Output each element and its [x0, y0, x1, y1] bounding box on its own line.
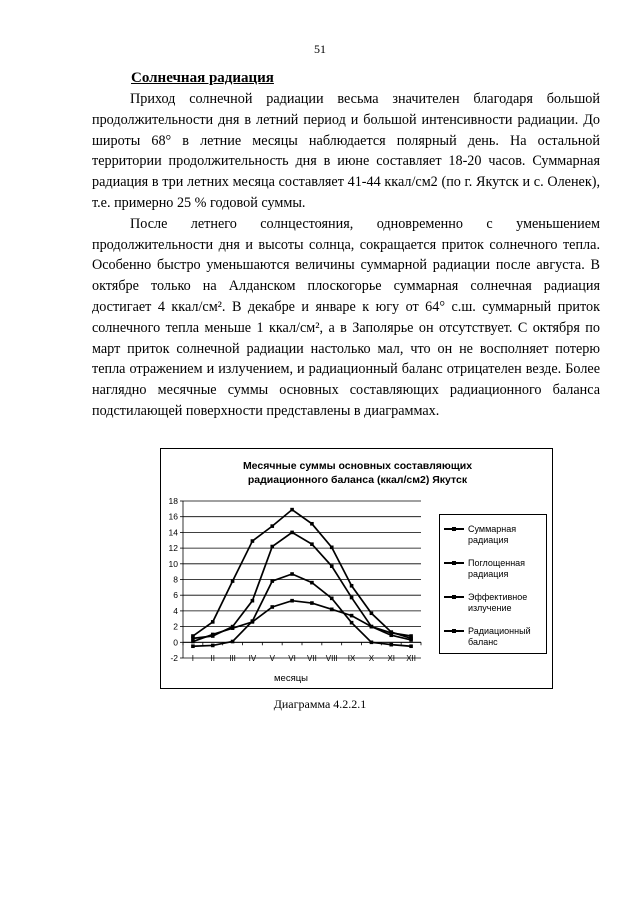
- legend-item: [468, 592, 546, 614]
- series-line: [193, 601, 411, 642]
- y-tick-label: 16: [168, 511, 178, 522]
- paragraph: Приход солнечной радиации весьма значителен благодаря большой продолжительности дня в летний период и большой интенсивности радиации. До широты 68° в летние месяцы наблюдается полярный день. На остальной территории продолжительность дня в июне составляет 18-20 часов. Суммарная радиация в три летних месяца составляет 41-44 ккал/см2 (по г. Якутск и с. Оленек), т.е. примерно 25 % годовой суммы.: [92, 91, 600, 211]
- y-tick-label: 12: [168, 543, 178, 554]
- legend-label: Суммарная радиация: [468, 524, 517, 545]
- data-point: [211, 620, 215, 624]
- data-point: [409, 644, 413, 648]
- data-point: [231, 579, 235, 583]
- legend-item: [468, 626, 546, 648]
- series-line: [193, 574, 411, 646]
- legend-item: [468, 558, 546, 580]
- data-point: [290, 508, 294, 512]
- data-point: [251, 599, 255, 603]
- data-point: [191, 644, 195, 648]
- data-point: [231, 626, 235, 630]
- data-point: [270, 579, 274, 583]
- y-tick-label: -2: [170, 653, 178, 663]
- legend-label: Поглощенная радиация: [468, 558, 526, 579]
- data-point: [310, 581, 314, 585]
- x-tick-label: XII: [406, 654, 416, 663]
- data-point: [191, 640, 195, 644]
- legend-label: Радиационный баланс: [468, 626, 531, 647]
- legend-swatch: [444, 562, 464, 564]
- series-line: [193, 510, 411, 639]
- y-tick-label: 4: [173, 605, 178, 616]
- chart-title-line-2: радиационного баланса (ккал/см2) Якутск: [247, 474, 468, 486]
- data-point: [409, 634, 413, 638]
- chart-frame: [160, 448, 553, 689]
- legend-item: [468, 524, 546, 546]
- data-point: [211, 644, 215, 648]
- data-point: [290, 572, 294, 576]
- x-tick-label: X: [368, 654, 375, 663]
- x-tick-label: VI: [288, 654, 296, 663]
- chart-title-line-1: Месячные суммы основных составляющих: [242, 460, 473, 472]
- data-point: [211, 633, 215, 637]
- paragraph: После летнего солнцестояния, одновременно с уменьшением продолжительности дня и высоты солнца, сокращается приток солнечного тепла. Особенно быстро уменьшаются величины суммарной радиации после августа. В октябре только на Алданском плоскогорье суммарная солнечная радиация достигает 4 ккал/см². В декабре и январе к югу от 64° с.ш. суммарный приток солнечного тепла меньше 1 ккал/см², а в Заполярье он отсутствует. С октября по март приток солнечной радиации настолько мал, что он не восполняет потерю тепла отражением и излучением, и радиационный баланс отрицателен везде. Более наглядно месячные суммы основных составляющих радиационного баланса подстилающей поверхности представлены в диаграммах.: [92, 215, 600, 419]
- data-point: [290, 531, 294, 535]
- data-point: [310, 522, 314, 526]
- legend-swatch: [444, 528, 464, 530]
- data-point: [330, 546, 334, 550]
- data-point: [251, 619, 255, 623]
- x-tick-label: XI: [387, 654, 396, 663]
- data-point: [270, 545, 274, 549]
- data-point: [350, 621, 354, 625]
- data-point: [310, 542, 314, 546]
- data-point: [290, 599, 294, 603]
- x-tick-label: VII: [307, 654, 317, 663]
- data-point: [370, 611, 374, 615]
- legend-label: Эффективное излучение: [468, 592, 528, 613]
- data-point: [310, 601, 314, 605]
- y-tick-label: 6: [173, 590, 178, 601]
- chart-legend: [439, 514, 547, 654]
- data-point: [270, 605, 274, 609]
- data-point: [330, 597, 334, 601]
- data-point: [409, 638, 413, 642]
- data-point: [350, 584, 354, 588]
- page-number: 51: [314, 42, 326, 56]
- chart-caption: Диаграмма 4.2.2.1: [273, 697, 367, 711]
- y-tick-label: 8: [173, 574, 178, 585]
- data-point: [270, 524, 274, 528]
- data-point: [330, 608, 334, 612]
- data-point: [389, 631, 393, 635]
- y-tick-label: 2: [173, 621, 178, 632]
- data-point: [370, 625, 374, 629]
- data-point: [330, 564, 334, 568]
- x-tick-label: VIII: [325, 654, 338, 663]
- data-point: [251, 539, 255, 543]
- legend-swatch: [444, 596, 464, 598]
- x-tick-label: IV: [248, 654, 257, 663]
- x-tick-label: V: [269, 654, 275, 663]
- x-tick-label: III: [229, 654, 236, 663]
- body-text: [92, 89, 600, 422]
- data-point: [350, 614, 354, 618]
- data-point: [231, 640, 235, 644]
- x-tick-label: I: [191, 654, 195, 663]
- x-tick-label: IX: [347, 654, 356, 663]
- data-point: [370, 641, 374, 645]
- section-title: Солнечная радиация: [131, 70, 274, 86]
- x-axis-title: месяцы: [274, 673, 308, 684]
- y-tick-label: 0: [173, 637, 178, 648]
- data-point: [191, 637, 195, 641]
- y-tick-label: 10: [168, 558, 178, 569]
- y-tick-label: 18: [168, 496, 178, 506]
- y-tick-label: 14: [168, 527, 178, 538]
- x-tick-label: II: [210, 654, 215, 663]
- data-point: [350, 596, 354, 600]
- data-point: [389, 643, 393, 647]
- series-line: [193, 532, 411, 640]
- legend-swatch: [444, 630, 464, 632]
